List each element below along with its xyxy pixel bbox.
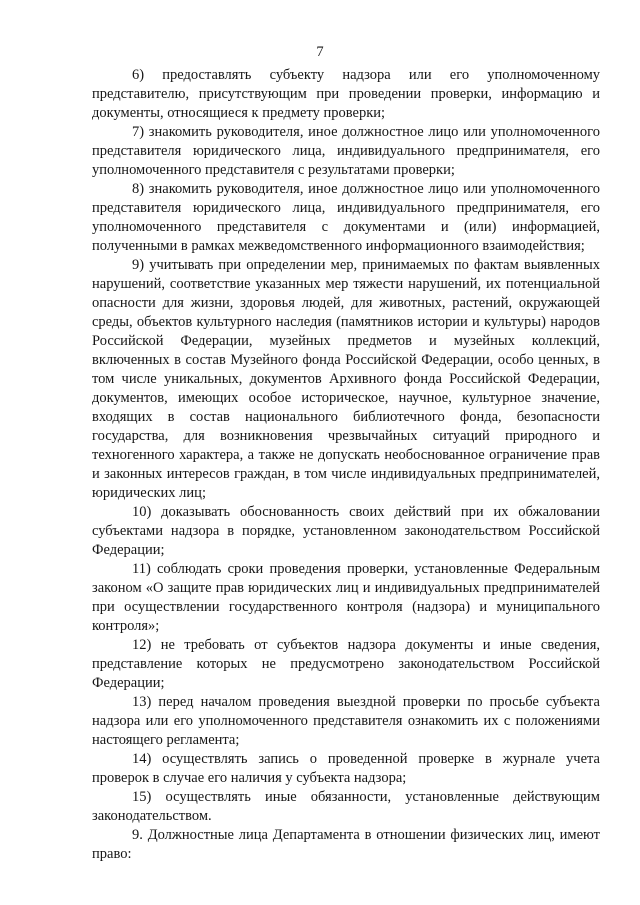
document-body bbox=[92, 66, 600, 864]
section-9-heading: 9. Должностные лица Департамента в отношении физических лиц, имеют право: bbox=[92, 827, 600, 862]
list-item-11: 11) соблюдать сроки проведения проверки, установленные Федеральным законом «О защите прав юридических лиц и индивидуальных предпринимателей при осуществлении государственного контроля (надзора) и муниципального контроля»; bbox=[92, 561, 600, 634]
page-number: 7 bbox=[316, 44, 324, 60]
list-item-12: 12) не требовать от субъектов надзора документы и иные сведения, представление которых не предусмотрено законодательством Российской Федерации; bbox=[92, 637, 600, 691]
list-item-15: 15) осуществлять иные обязанности, установленные действующим законодательством. bbox=[92, 789, 600, 824]
list-item-14: 14) осуществлять запись о проведенной проверке в журнале учета проверок в случае его наличия у субъекта надзора; bbox=[92, 751, 600, 786]
list-item-7: 7) знакомить руководителя, иное должностное лицо или уполномоченного представителя юридического лица, индивидуального предпринимателя, его уполномоченного представителя с результатами проверки; bbox=[92, 124, 600, 178]
list-item-8: 8) знакомить руководителя, иное должностное лицо или уполномоченного представителя юридического лица, индивидуального предпринимателя, его уполномоченного представителя с документами и (или) информацией, полученными в рамках межведомственного информационного взаимодействия; bbox=[92, 181, 600, 254]
list-item-6: 6) предоставлять субъекту надзора или его уполномоченному представителю, присутствующим при проведении проверки, информацию и документы, относящиеся к предмету проверки; bbox=[92, 67, 600, 121]
list-item-13: 13) перед началом проведения выездной проверки по просьбе субъекта надзора или его уполномоченного представителя ознакомить их с положениями настоящего регламента; bbox=[92, 694, 600, 748]
list-item-10: 10) доказывать обоснованность своих действий при их обжаловании субъектами надзора в порядке, установленном законодательством Российской Федерации; bbox=[92, 504, 600, 558]
list-item-9: 9) учитывать при определении мер, принимаемых по фактам выявленных нарушений, соответствие указанных мер тяжести нарушений, их потенциальной опасности для жизни, здоровья людей, для животных, растений, окружающей среды, объектов культурного наследия (памятников истории и культуры) народов Российской Федерации, музейных предметов и музейных коллекций, включенных в состав Музейного фонда Российской Федерации, особо ценных, в том числе уникальных, документов Архивного фонда Российской Федерации, документов, имеющих особое историческое, научное, культурное значение, входящих в состав национального библиотечного фонда, безопасности государства, для возникновения чрезвычайных ситуаций природного и техногенного характера, а также не допускать необоснованное ограничение прав и законных интересов граждан, в том числе индивидуальных предпринимателей, юридических лиц; bbox=[92, 257, 600, 501]
